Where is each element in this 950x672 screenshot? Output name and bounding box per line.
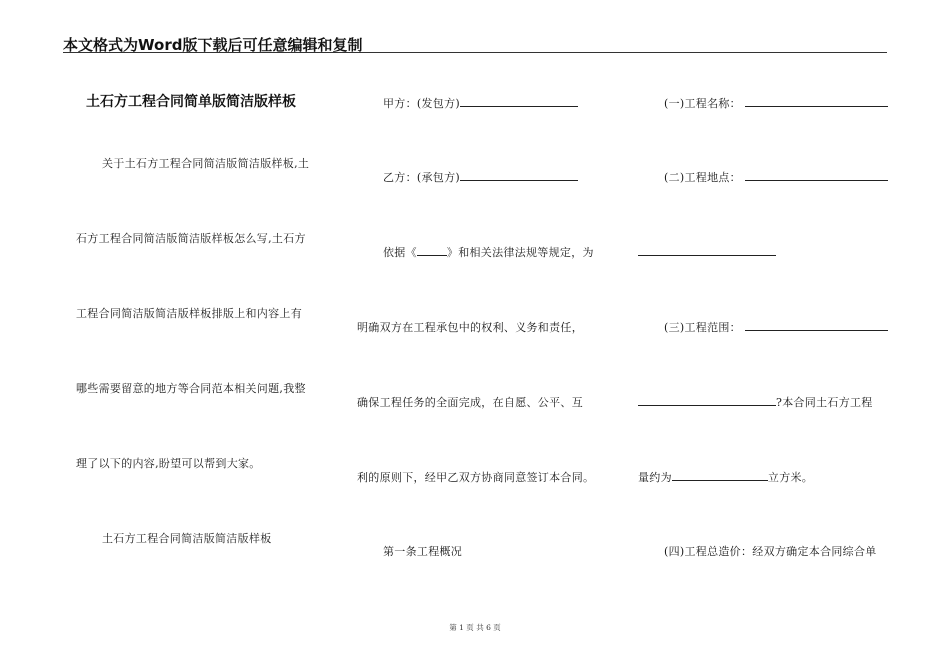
quantity-line (638, 469, 813, 485)
basis-suffix: 》和相关法律法规等规定，为 (446, 246, 594, 259)
document-title: 土石方工程合同简单版简洁版样板 (86, 94, 296, 110)
party-a-label: 甲方：(发包方) (383, 97, 460, 110)
header-divider (63, 52, 887, 53)
document-header: 本文格式为Word版下载后可任意编辑和复制 (63, 36, 363, 54)
section-subtitle: 土石方工程合同简洁版简洁版样板 (102, 532, 272, 545)
body-line-4: 明确双方在工程承包中的权利、义务和责任， (357, 321, 583, 334)
location-continuation-line (638, 244, 776, 259)
project-location-blank (745, 169, 888, 181)
project-scope-line (664, 319, 888, 335)
basis-prefix: 依据《 (383, 246, 417, 259)
project-scope-blank (745, 319, 888, 331)
total-price-line: (四)工程总造价：经双方确定本合同综合单 (664, 545, 877, 558)
intro-line-5: 理了以下的内容,盼望可以帮到大家。 (76, 457, 261, 470)
project-name-label: (一)工程名称： (664, 97, 741, 110)
party-a-blank (460, 95, 578, 107)
project-name-line (664, 95, 888, 111)
project-location-label: (二)工程地点： (664, 171, 741, 184)
party-a-line (383, 95, 578, 111)
project-location-line (664, 169, 888, 185)
party-b-line (383, 169, 578, 185)
body-line-6: 利的原则下，经甲乙双方协商同意签订本合同。 (357, 471, 595, 484)
party-b-label: 乙方：(承包方) (383, 171, 460, 184)
party-b-blank (460, 169, 578, 181)
scope-tail-text: ?本合同土石方工程 (776, 396, 873, 409)
law-name-blank (417, 244, 447, 256)
quantity-blank (672, 469, 768, 481)
project-name-blank (745, 95, 888, 107)
intro-line-1: 关于土石方工程合同简洁版简洁版样板,土 (102, 157, 310, 170)
scope-continuation-blank (638, 394, 776, 406)
basis-line (383, 244, 594, 260)
location-continuation-blank (638, 244, 776, 256)
scope-continuation-line (638, 394, 873, 410)
quantity-prefix: 量约为 (638, 471, 672, 484)
page-number: 第 1 页 共 6 页 (449, 623, 501, 632)
article-1-heading: 第一条工程概况 (383, 545, 463, 558)
intro-line-4: 哪些需要留意的地方等合同范本相关问题,我整 (76, 382, 306, 395)
intro-line-3: 工程合同简洁版简洁版样板排版上和内容上有 (76, 307, 302, 320)
project-scope-label: (三)工程范围： (664, 321, 741, 334)
intro-line-2: 石方工程合同简洁版简洁版样板怎么写,土石方 (76, 232, 306, 245)
body-line-5: 确保工程任务的全面完成，在自愿、公平、互 (357, 396, 583, 409)
quantity-suffix: 立方米。 (767, 471, 814, 484)
